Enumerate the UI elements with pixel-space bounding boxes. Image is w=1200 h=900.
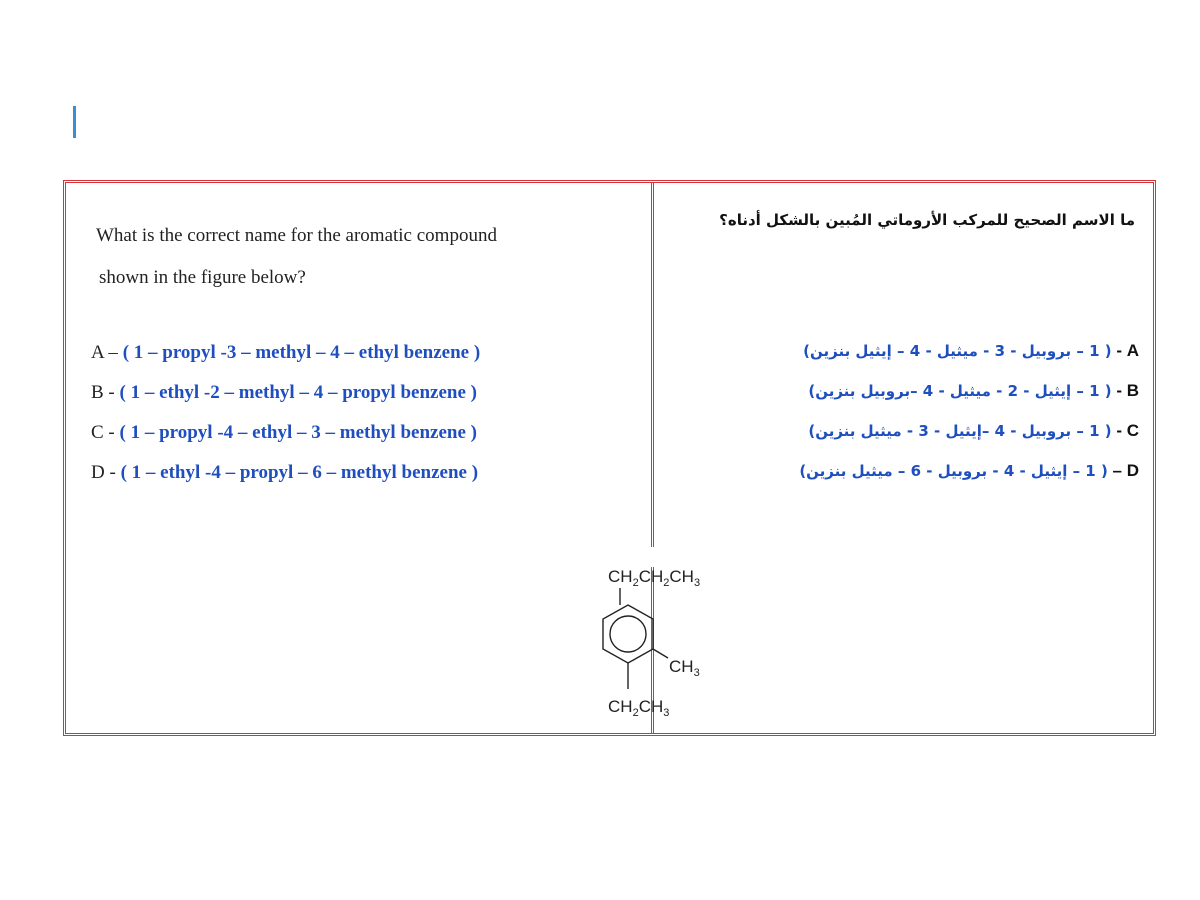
question-english-line1: What is the correct name for the aromatic compound — [96, 225, 497, 246]
options-english — [91, 333, 480, 493]
option-english-b[interactable]: B - ( 1 – ethyl -2 – methyl – 4 – propyl benzene ) — [91, 382, 477, 403]
option-arabic-c[interactable]: C - ( 1 – بروبيل - 4 –إيثيل - 3 - ميثيل بنزين) — [808, 421, 1139, 440]
question-english — [96, 215, 497, 299]
option-english-c[interactable]: C - ( 1 – propyl -4 – ethyl – 3 – methyl benzene ) — [91, 422, 477, 443]
propyl-group-label: $CH_2CH_2CH_3$ — [608, 567, 701, 589]
option-english-d[interactable]: D - ( 1 – ethyl -4 – propyl – 6 – methyl benzene ) — [91, 462, 479, 483]
bond-methyl — [653, 649, 668, 658]
methyl-group-label: $CH_3$ — [669, 657, 700, 679]
option-arabic-a[interactable]: A - ( 1 – بروبيل - 3 - ميثيل - 4 – إيثيل بنزين) — [803, 341, 1139, 360]
options-arabic — [799, 331, 1139, 491]
question-arabic: ما الاسم الصحيح للمركب الأروماتي المُبين بالشكل أدناه؟ — [719, 211, 1135, 229]
aromatic-circle — [610, 616, 646, 652]
question-english-line2: shown in the figure below? — [99, 267, 306, 288]
option-arabic-b[interactable]: B - ( 1 – إيثيل - 2 - ميثيل - 4 –بروبيل بنزين) — [808, 381, 1139, 400]
option-arabic-d[interactable]: D – ( 1 – إيثيل - 4 - بروبيل - 6 – ميثيل بنزين) — [799, 461, 1139, 480]
option-english-a[interactable]: A – ( 1 – propyl -3 – methyl – 4 – ethyl benzene ) — [91, 342, 481, 363]
ethyl-group-label: $CH_2CH_3$ — [608, 697, 670, 719]
title-accent-bar — [73, 106, 76, 138]
benzene-structure — [598, 555, 748, 725]
